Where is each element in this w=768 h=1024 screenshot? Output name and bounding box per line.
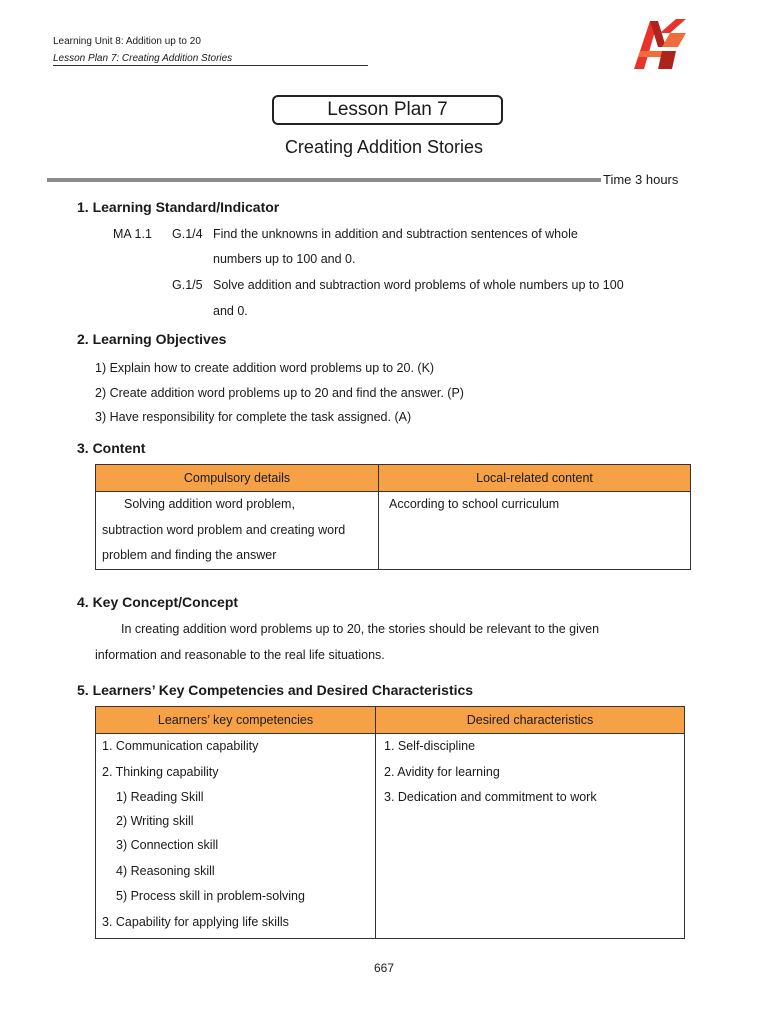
objective-item: 1) Explain how to create addition word problems up to 20. (K) — [95, 361, 435, 375]
page-number: 667 — [373, 961, 395, 975]
cell-line: problem and finding the answer — [102, 548, 277, 562]
header-unit: Learning Unit 8: Addition up to 20 — [53, 36, 201, 47]
content-table — [95, 464, 691, 570]
table-cell — [379, 492, 691, 570]
page-title: Creating Addition Stories — [284, 137, 484, 157]
competency-item: 3. Capability for applying life skills — [102, 914, 289, 929]
concept-text: information and reasonable to the real life situations. — [95, 648, 385, 662]
competency-subitem: 4) Reasoning skill — [116, 863, 215, 878]
divider — [47, 178, 601, 182]
table-header: Local-related content — [379, 465, 691, 492]
competency-subitem: 2) Writing skill — [116, 814, 194, 828]
table-cell — [376, 734, 685, 939]
indicator-code: G.1/5 — [172, 278, 203, 292]
indicator-text: Find the unknowns in addition and subtraction sentences of whole — [213, 227, 578, 241]
cell-line: According to school curriculum — [389, 497, 560, 511]
lesson-plan-title-box — [272, 95, 503, 125]
objective-item: 3) Have responsibility for complete the task assigned. (A) — [95, 410, 412, 424]
lesson-plan-label: Lesson Plan 7 — [327, 99, 448, 120]
table-cell — [96, 734, 376, 939]
competencies-table — [95, 706, 685, 939]
indicator-code: G.1/4 — [172, 227, 203, 241]
time-label: Time 3 hours — [603, 172, 679, 187]
cell-line: Solving addition word problem, — [124, 497, 295, 511]
cell-line: subtraction word problem and creating word — [102, 522, 346, 537]
section1-heading: 1. Learning Standard/Indicator — [77, 199, 280, 215]
competency-subitem: 1) Reading Skill — [116, 790, 204, 804]
table-header: Desired characteristics — [376, 707, 685, 734]
section2-heading: 2. Learning Objectives — [77, 331, 227, 347]
table-cell — [96, 492, 379, 570]
publisher-logo-icon — [630, 17, 690, 71]
section5-heading: 5. Learners’ Key Competencies and Desired Characteristics — [77, 682, 474, 698]
characteristic-item: 3. Dedication and commitment to work — [384, 790, 597, 804]
section3-heading: 3. Content — [77, 440, 146, 456]
indicator-text: numbers up to 100 and 0. — [213, 252, 356, 266]
indicator-text: Solve addition and subtraction word problems of whole numbers up to 100 — [213, 278, 624, 292]
table-header: Compulsory details — [96, 465, 379, 492]
objective-item: 2) Create addition word problems up to 20 and find the answer. (P) — [95, 386, 464, 400]
competency-subitem: 3) Connection skill — [116, 838, 219, 852]
standard-code: MA 1.1 — [113, 227, 152, 241]
competency-subitem: 5) Process skill in problem-solving — [116, 889, 305, 903]
competency-item: 1. Communication capability — [102, 739, 259, 753]
characteristic-item: 2. Avidity for learning — [384, 764, 500, 779]
indicator-text: and 0. — [213, 304, 248, 318]
competency-item: 2. Thinking capability — [102, 764, 219, 779]
characteristic-item: 1. Self-discipline — [384, 739, 476, 753]
header-lesson: Lesson Plan 7: Creating Addition Stories — [53, 53, 368, 66]
table-header: Learners’ key competencies — [96, 707, 376, 734]
section4-heading: 4. Key Concept/Concept — [77, 594, 239, 610]
concept-text: In creating addition word problems up to 20, the stories should be relevant to the given — [121, 622, 600, 636]
